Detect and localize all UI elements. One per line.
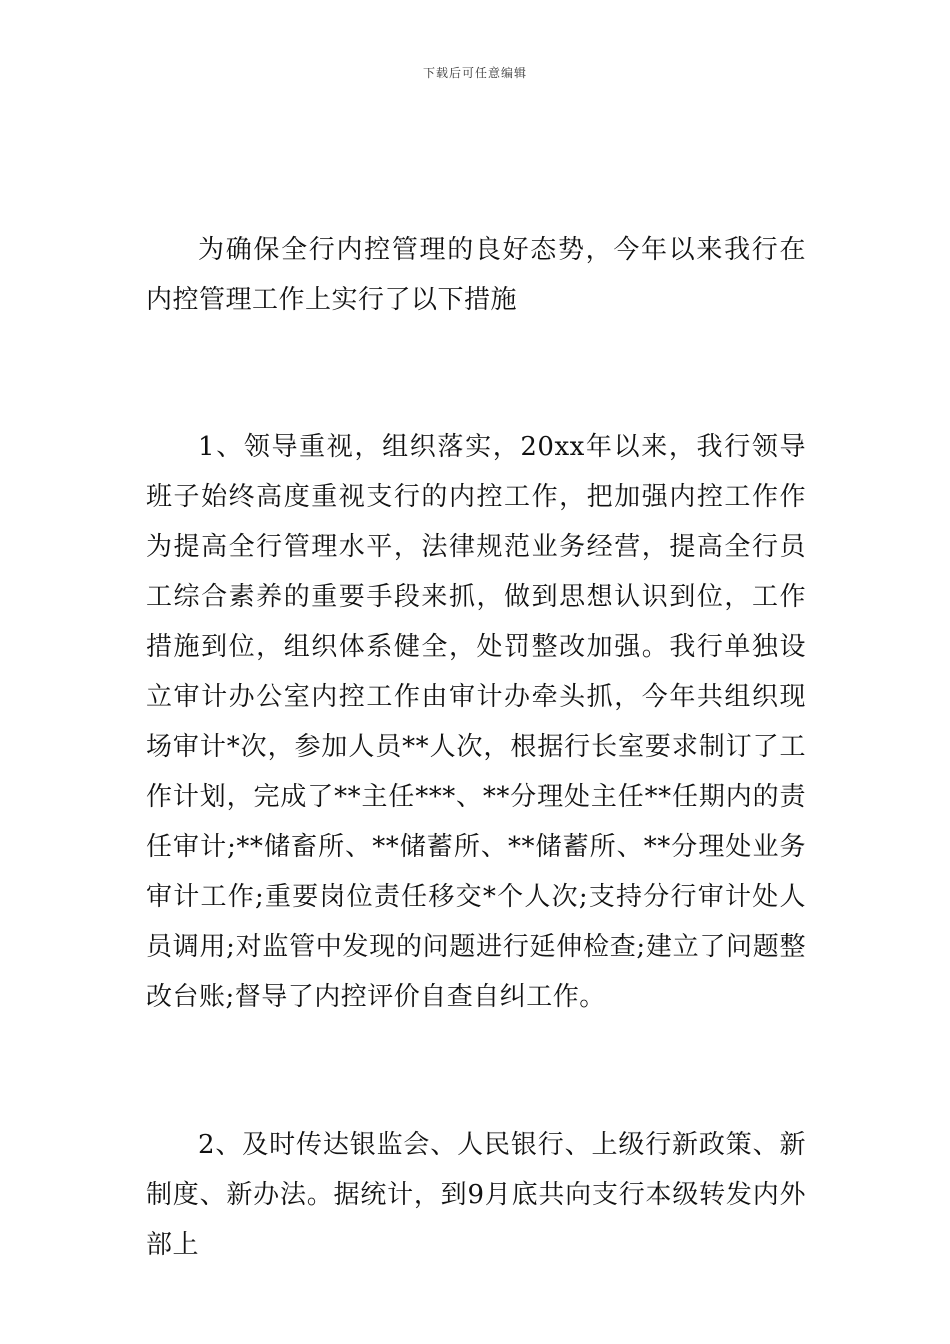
paragraph-item-2: 2、及时传达银监会、人民银行、上级行新政策、新制度、新办法。据统计，到9月底共向支行本级转发内外部上	[146, 1130, 806, 1260]
paragraph-intro: 为确保全行内控管理的良好态势，今年以来我行在内控管理工作上实行了以下措施	[146, 235, 806, 315]
page-header: 下载后可任意编辑	[422, 66, 527, 80]
paragraph-item-1: 1、领导重视，组织落实，20xx年以来，我行领导班子始终高度重视支行的内控工作，把加强内控工作作为提高全行管理水平，法律规范业务经营，提高全行员工综合素养的重要手段来抓，做到思想认识到位，工作措施到位，组织体系健全，处罚整改加强。我行单独设立审计办公室内控工作由审计办牵头抓，今年共组织现场审计*次，参加人员**人次，根据行长室要求制订了工作计划，完成了**主任***、**分理处主任**任期内的责任审计;**储畜所、**储蓄所、**储蓄所、**分理处业务审计工作;重要岗位责任移交*个人次;支持分行审计处人员调用;对监管中发现的问题进行延伸检查;建立了问题整改台账;督导了内控评价自查自纠工作。	[146, 432, 806, 1012]
